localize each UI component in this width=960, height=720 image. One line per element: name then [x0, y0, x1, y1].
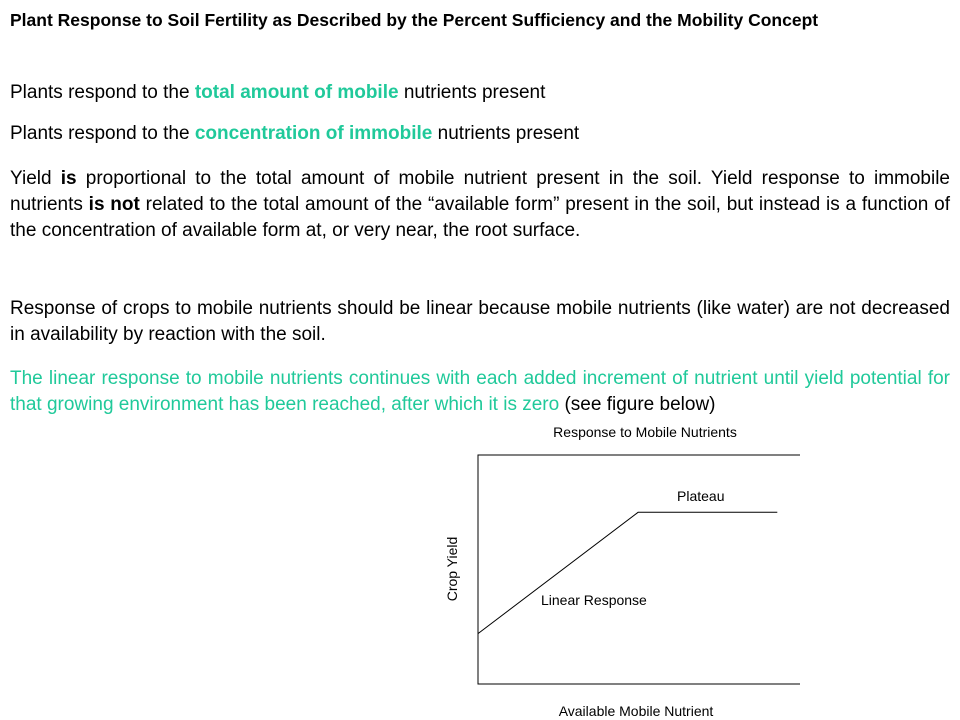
paragraph-immobile [10, 121, 950, 147]
paragraph-linear: Response of crops to mobile nutrients should be linear because mobile nutrients (like water) are not decreased in availability by reaction with the soil. [10, 298, 950, 345]
text-segment: related to the total amount of the “available form” present in the soil, but instead is a function of the concentration of available form at, or very near, the root surface. [10, 194, 950, 241]
y-axis-label: Crop Yield [444, 536, 460, 602]
chart-title: Response to Mobile Nutrients [553, 424, 737, 440]
paragraph-increment [10, 366, 950, 418]
page-title: Plant Response to Soil Fertility as Described by the Percent Sufficiency and the Mobility Concept [10, 10, 819, 30]
text-segment: nutrients present [398, 82, 546, 103]
paragraph-mobile [10, 80, 950, 106]
annotation-linear-response: Linear Response [541, 592, 647, 608]
text-segment: Plants respond to the [10, 123, 195, 144]
text-segment: (see figure below) [559, 394, 716, 415]
annotation-plateau: Plateau [677, 488, 725, 504]
response-chart [440, 418, 800, 720]
text-segment: proportional to the total amount of mobile nutrient present in the soil. Yield response to immobile nutrients [10, 168, 950, 215]
green-text: The linear response to mobile nutrients continues with each added increment of nutrient until yield potential for that growing environment has been reached, after which it is zero [10, 368, 950, 415]
text-segment: Plants respond to the [10, 82, 195, 103]
response-line [478, 512, 777, 633]
highlight-text: total amount of mobile [194, 82, 399, 103]
paragraph-yield [10, 166, 950, 244]
plot-frame [478, 455, 800, 684]
x-axis-label: Available Mobile Nutrient [558, 703, 714, 719]
text-segment: nutrients present [432, 123, 580, 144]
highlight-text: concentration of immobile [194, 123, 433, 144]
text-segment: Yield [10, 168, 61, 189]
bold-text: is not [88, 194, 140, 215]
bold-text: is [60, 168, 77, 189]
